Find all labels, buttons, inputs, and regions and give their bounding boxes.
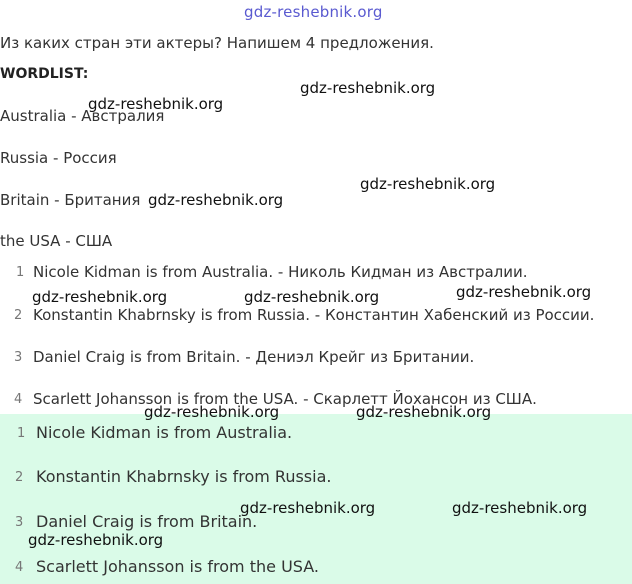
watermark: gdz-reshebnik.org bbox=[148, 191, 284, 209]
watermark: gdz-reshebnik.org bbox=[144, 403, 280, 421]
watermark: gdz-reshebnik.org bbox=[456, 283, 592, 301]
sentence-text: Konstantin Khabrnsky is from Russia. - Константин Хабенский из России. bbox=[33, 306, 595, 324]
wordlist-item: Britain - Британия bbox=[0, 191, 141, 209]
watermark: gdz-reshebnik.org bbox=[244, 288, 380, 306]
wordlist-title: WORDLIST: bbox=[0, 66, 89, 82]
wordlist-item: the USA - США bbox=[0, 232, 113, 250]
answer-text: Konstantin Khabrnsky is from Russia. bbox=[36, 467, 332, 486]
sentence-number: 3 bbox=[14, 350, 23, 365]
watermark: gdz-reshebnik.org bbox=[28, 531, 164, 549]
watermark-top: gdz-reshebnik.org bbox=[244, 3, 383, 21]
answer-number: 2 bbox=[15, 470, 24, 485]
answer-number: 3 bbox=[15, 515, 24, 530]
watermark: gdz-reshebnik.org bbox=[32, 288, 168, 306]
answer-number: 4 bbox=[15, 560, 24, 575]
sentence-number: 4 bbox=[14, 392, 23, 407]
answer-number: 1 bbox=[17, 426, 26, 441]
watermark: gdz-reshebnik.org bbox=[360, 175, 496, 193]
watermark: gdz-reshebnik.org bbox=[300, 79, 436, 97]
watermark: gdz-reshebnik.org bbox=[356, 403, 492, 421]
watermark: gdz-reshebnik.org bbox=[452, 499, 588, 517]
sentence-text: Nicole Kidman is from Australia. - Николь Кидман из Австралии. bbox=[33, 263, 528, 281]
watermark: gdz-reshebnik.org bbox=[240, 499, 376, 517]
wordlist-item: Australia - Австралия bbox=[0, 107, 165, 125]
answer-text: Daniel Craig is from Britain. bbox=[36, 512, 258, 531]
answer-text: Nicole Kidman is from Australia. bbox=[36, 423, 293, 442]
sentence-number: 2 bbox=[14, 308, 23, 323]
task-text: Из каких стран эти актеры? Напишем 4 предложения. bbox=[0, 34, 434, 52]
sentence-text: Scarlett Johansson is from the USA. - Скарлетт Йохансон из США. bbox=[33, 390, 537, 408]
answer-text: Scarlett Johansson is from the USA. bbox=[36, 557, 319, 576]
wordlist-item: Russia - Россия bbox=[0, 149, 117, 167]
sentence-text: Daniel Craig is from Britain. - Дениэл Крейг из Британии. bbox=[33, 348, 475, 366]
sentence-number: 1 bbox=[16, 265, 25, 280]
watermark: gdz-reshebnik.org bbox=[88, 95, 224, 113]
